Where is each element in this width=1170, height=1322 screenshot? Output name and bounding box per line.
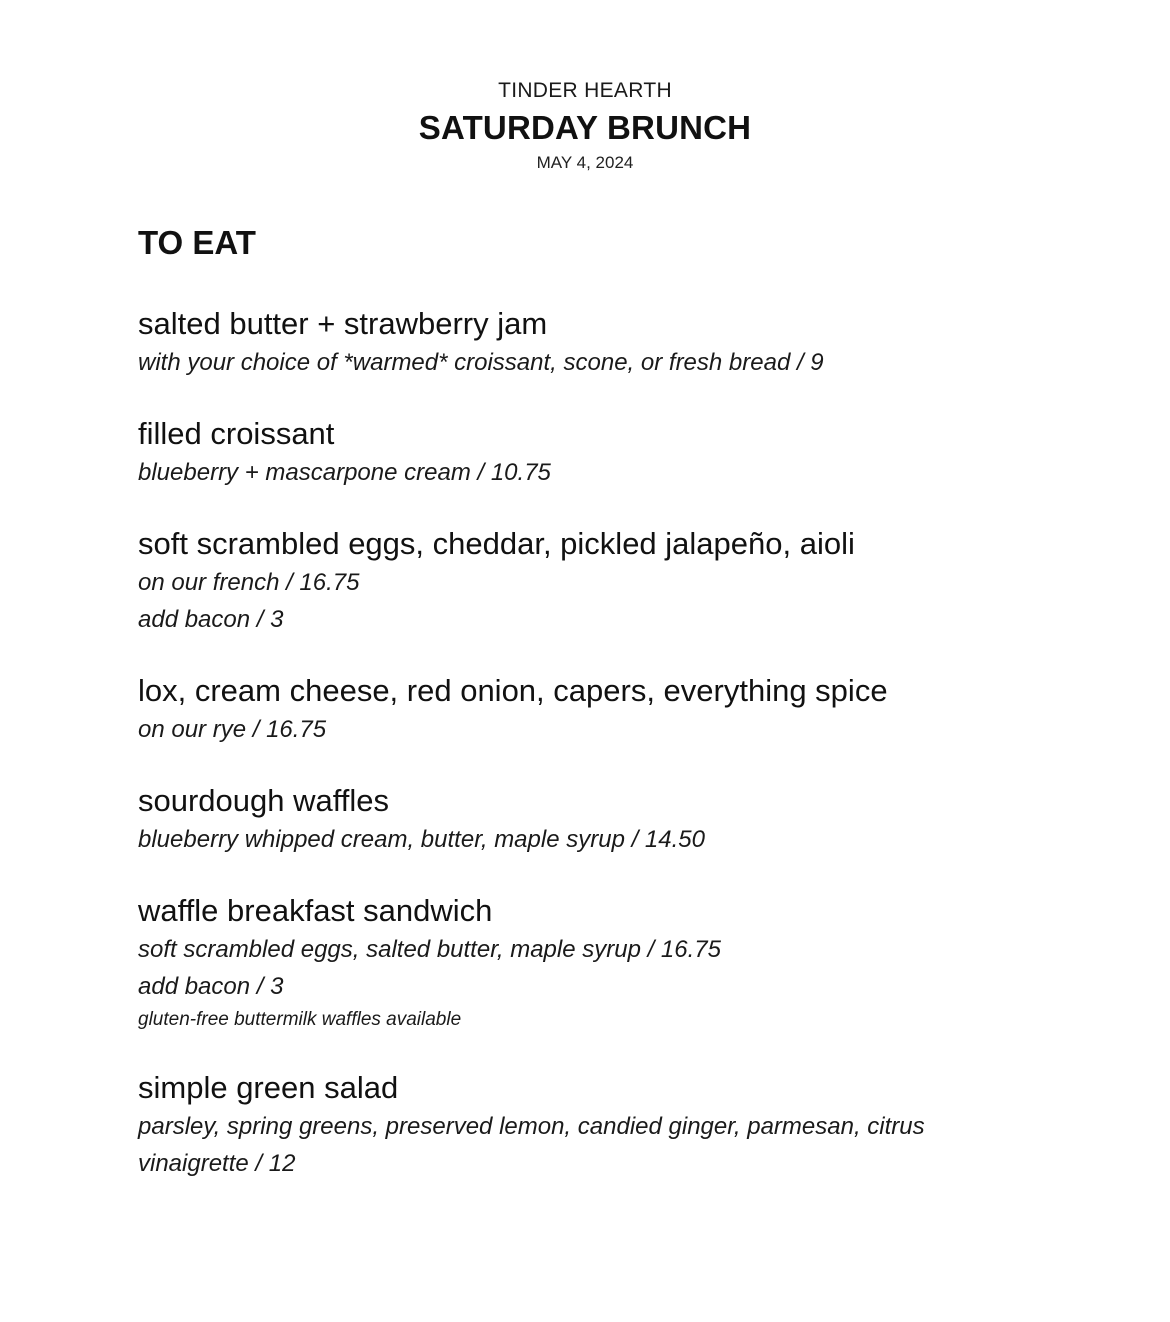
menu-item (138, 524, 1038, 638)
menu-item (138, 891, 1038, 1035)
menu-item-description: blueberry + mascarpone cream / 10.75 (138, 459, 551, 486)
menu-item-description: on our french / 16.75 (138, 569, 360, 596)
menu-title: SATURDAY BRUNCH (418, 109, 752, 146)
menu-item-addon: add bacon / 3 (138, 973, 284, 1000)
menu-item-description: with your choice of *warmed* croissant, scone, or fresh bread / 9 (138, 349, 824, 376)
menu-item-name: lox, cream cheese, red onion, capers, everything spice (138, 673, 888, 708)
menu-item (138, 781, 1038, 858)
menu-item-name: simple green salad (138, 1070, 399, 1105)
menu-item-name: waffle breakfast sandwich (138, 893, 493, 928)
menu-item-description: on our rye / 16.75 (138, 716, 327, 743)
menu-item-name: sourdough waffles (138, 783, 390, 818)
menu-item (138, 304, 1038, 381)
menu-item-description: soft scrambled eggs, salted butter, maple syrup / 16.75 (138, 936, 721, 963)
menu-item-name: soft scrambled eggs, cheddar, pickled jalapeño, aioli (138, 526, 855, 561)
menu-date: MAY 4, 2024 (536, 153, 634, 172)
section-title: TO EAT (138, 224, 256, 261)
menu-item (138, 671, 1038, 748)
menu-item-addon: add bacon / 3 (138, 606, 284, 633)
menu-section (138, 222, 1038, 1215)
menu-item (138, 1068, 1038, 1182)
restaurant-name: TINDER HEARTH (498, 79, 672, 102)
menu-item-note: gluten-free buttermilk waffles available (138, 1009, 462, 1030)
menu-item-name: filled croissant (138, 416, 335, 451)
menu-item (138, 414, 1038, 491)
menu-item-description: blueberry whipped cream, butter, maple syrup / 14.50 (138, 826, 705, 853)
menu-item-name: salted butter + strawberry jam (138, 306, 548, 341)
menu-item-description: parsley, spring greens, preserved lemon, candied ginger, parmesan, citrus (138, 1113, 925, 1140)
menu-header (0, 78, 1170, 174)
menu-item-description-continued: vinaigrette / 12 (138, 1150, 296, 1177)
